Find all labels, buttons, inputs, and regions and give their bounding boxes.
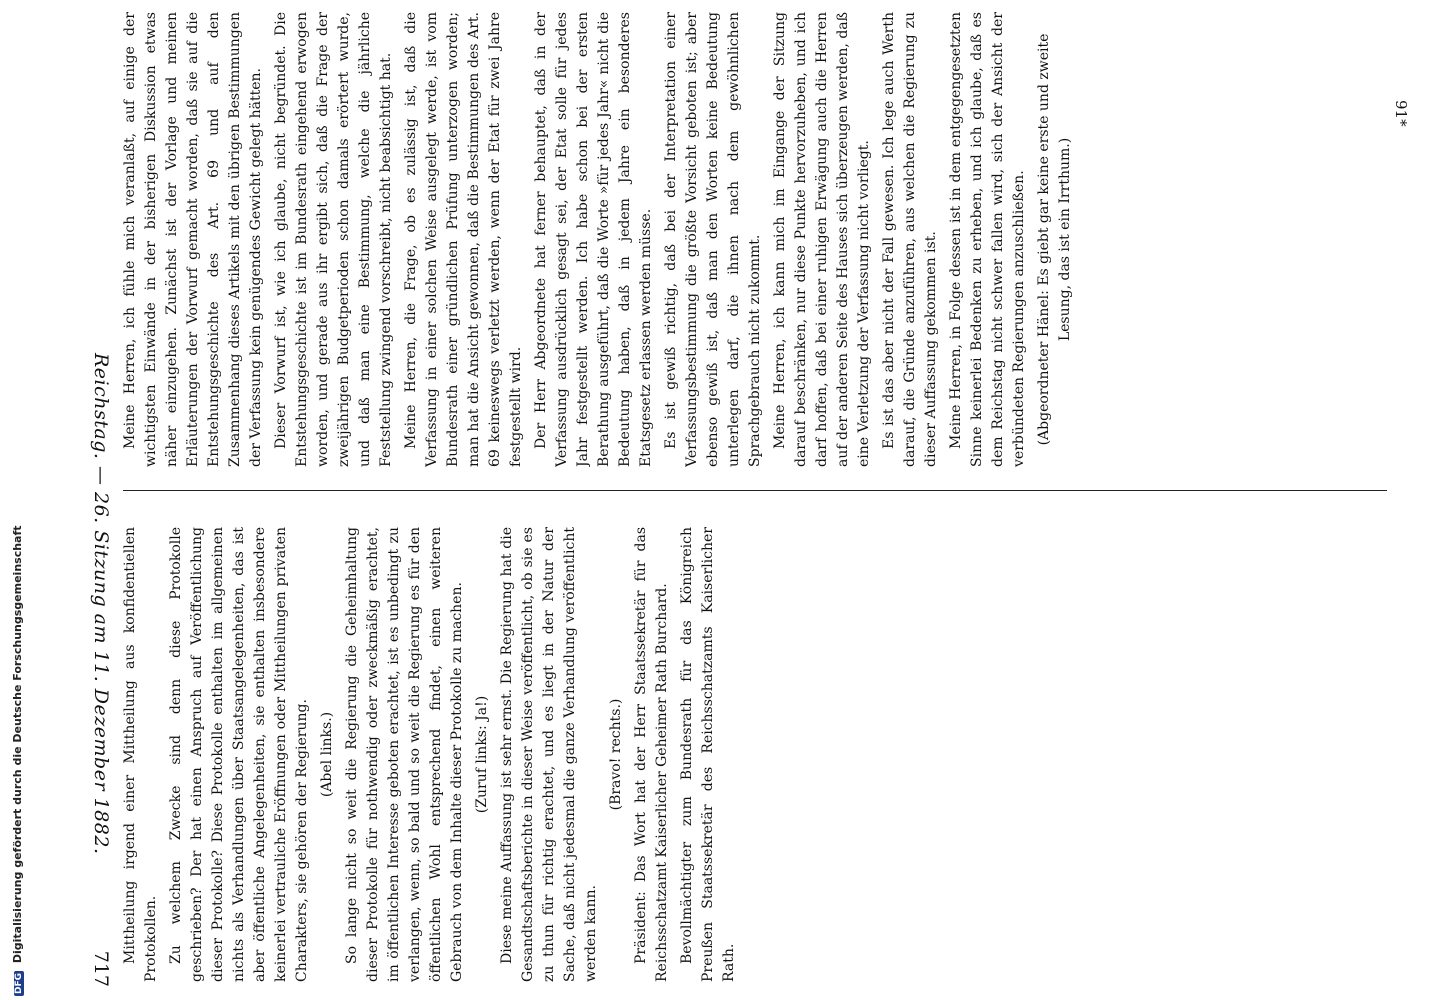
paragraph: Meine Herren, die Frage, ob es zulässig ist, daß die Verfassung in einer solchen Weise ausgelegt werde, ist vom Bundesrath einer gründlichen Prüfung unterzogen worden; man hat die Ansicht gewonnen, daß die Bestimmungen des Art. 69 keineswegs verletzt werden, wenn der Etat für zwei Jahre festgestellt wird.	[403, 12, 524, 467]
credit-text: Digitalisierung gefördert durch die Deutsche Forschungsgemeinschaft	[11, 525, 24, 964]
paragraph: Meine Herren, in Folge dessen ist in dem entgegengesetzten Sinne keinerlei Bedenken zu erheben, und ich glaube, daß es dem Reichstag nicht schwer fallen wird, sich der Ansicht der verbündeten Regierungen anzuschließen.	[948, 12, 1027, 467]
paragraph: So lange nicht so weit die Regierung die Geheimhaltung dieser Protokolle für nothwendig oder zweckmäßig erachtet, im öffentlichen Interesse geboten erachtet, ist es unbedingt zu verlangen, wenn, so bald und so weit die Regierung es für den öffentlichen Wohl entsprechend findet, einen weiteren Gebrauch von dem Inhalte dieser Protokolle zu machen.	[344, 527, 465, 982]
interjection: (Zuruf links: Ja!)	[474, 695, 490, 814]
paragraph: Bevollmächtigter zum Bundesrath für das Königreich Preußen Staatssekretär des Reichsschatzamts Kaiserlicher Rath.	[679, 527, 737, 982]
page-title: Reichstag. — 26. Sitzung am 11. Dezember 1882.	[90, 353, 112, 855]
paragraph: Präsident: Das Wort hat der Herr Staatssekretär für das Reichsschatzamt Kaiserlicher Geheimer Rath Burchard.	[633, 527, 670, 982]
paragraph: Zu welchem Zwecke sind denn diese Protokolle geschrieben? Der hat einen Anspruch auf Veröffentlichung dieser Protokolle? Diese Protokolle enthalten im allgemeinen nichts als Verhandlungen über Staatsangelegenheiten, das ist aber öffentliche Angelegenheiten, sie enthalten insbesondere keinerlei vertrauliche Eröffnungen oder Mittheilungen privaten Charakters, sie gehören der Regierung.	[168, 527, 310, 982]
page-number: 717	[90, 950, 112, 987]
paragraph: Meine Herren, ich fühle mich veranlaßt, auf einige der wichtigsten Einwände in der bisherigen Diskussion etwas näher einzugehen. Zunächst ist der Vorlage und meinen Erläuterungen der Vorwurf gemacht worden, daß sie auf die Entstehungsgeschichte des Art. 69 und auf den Zusammenhang dieses Artikels mit den übrigen Bestimmungen der Verfassung kein genügendes Gewicht gelegt hätten.	[122, 12, 264, 467]
paragraph: Meine Herren, ich kann mich im Eingange der Sitzung darauf beschränken, nur diese Punkte hervorzuheben, und ich darf hoffen, daß bei einer ruhigen Erwägung auch die Herren auf der anderen Seite des Hauses sich überzeugen werden, daß eine Verletzung der Verfassung nicht vorliegt.	[772, 12, 872, 467]
paragraph: Es ist das aber nicht der Fall gewesen. Ich lege auch Werth darauf, die Gründe anzuführen, aus welchen die Regierung zu dieser Auffassung gekommen ist.	[881, 12, 939, 467]
text-column-left	[120, 527, 1390, 982]
signature-mark: 91*	[1392, 100, 1410, 127]
paragraph: Diese meine Auffassung ist sehr ernst. Die Regierung hat die Gesandtschaftsberichte in dieser Weise veröffentlicht, ob sie es zu thun für richtig erachtet, und es liegt in der Natur der Sache, daß nicht jedesmal die ganze Verhandlung veröffentlicht werden kann.	[499, 527, 599, 982]
page-header	[82, 8, 116, 993]
interjection: (Bravo! rechts.)	[608, 698, 624, 811]
paragraph: Es ist gewiß richtig, daß bei der Interpretation einer Verfassungsbestimmung die größte Vorsicht geboten ist; aber ebenso gewiß ist, daß man den Worten keine Bedeutung unterlegen darf, die ihnen nach dem gewöhnlichen Sprachgebrauch nicht zukommt.	[663, 12, 763, 467]
paragraph: Der Herr Abgeordnete hat ferner behauptet, daß in der Verfassung ausdrücklich gesagt sei, der Etat solle für jedes Jahr festgestellt werden. Ich habe schon bei der ersten Berathung ausgeführt, daß die Worte »für jedes Jahr« nicht die Bedeutung haben, daß in jedem Jahre ein besonderes Etatsgesetz erlassen werden müsse.	[533, 12, 654, 467]
text-column-right	[120, 12, 1390, 467]
interjection: (Abel links.)	[319, 711, 335, 798]
paragraph: Mittheilung irgend einer Mittheilung aus konfidentiellen Protokollen.	[122, 527, 159, 982]
column-divider	[123, 490, 1387, 491]
paragraph: Dieser Vorwurf ist, wie ich glaube, nicht begründet. Die Entstehungsgeschichte ist im Bundesrath eingehend erwogen worden, und gerade aus ihr ergibt sich, daß die Frage der zweijährigen Budgetperioden schon damals erörtert wurde, und daß man eine Bestimmung, welche die jährliche Feststellung zwingend vorschreibt, nicht beabsichtigt hat.	[273, 12, 394, 467]
interjection: (Abgeordneter Hänel: Es giebt gar keine erste und zweite Lesung, das ist ein Irrthum.)	[1036, 33, 1073, 446]
dfg-logo-icon: DFG	[14, 972, 24, 994]
